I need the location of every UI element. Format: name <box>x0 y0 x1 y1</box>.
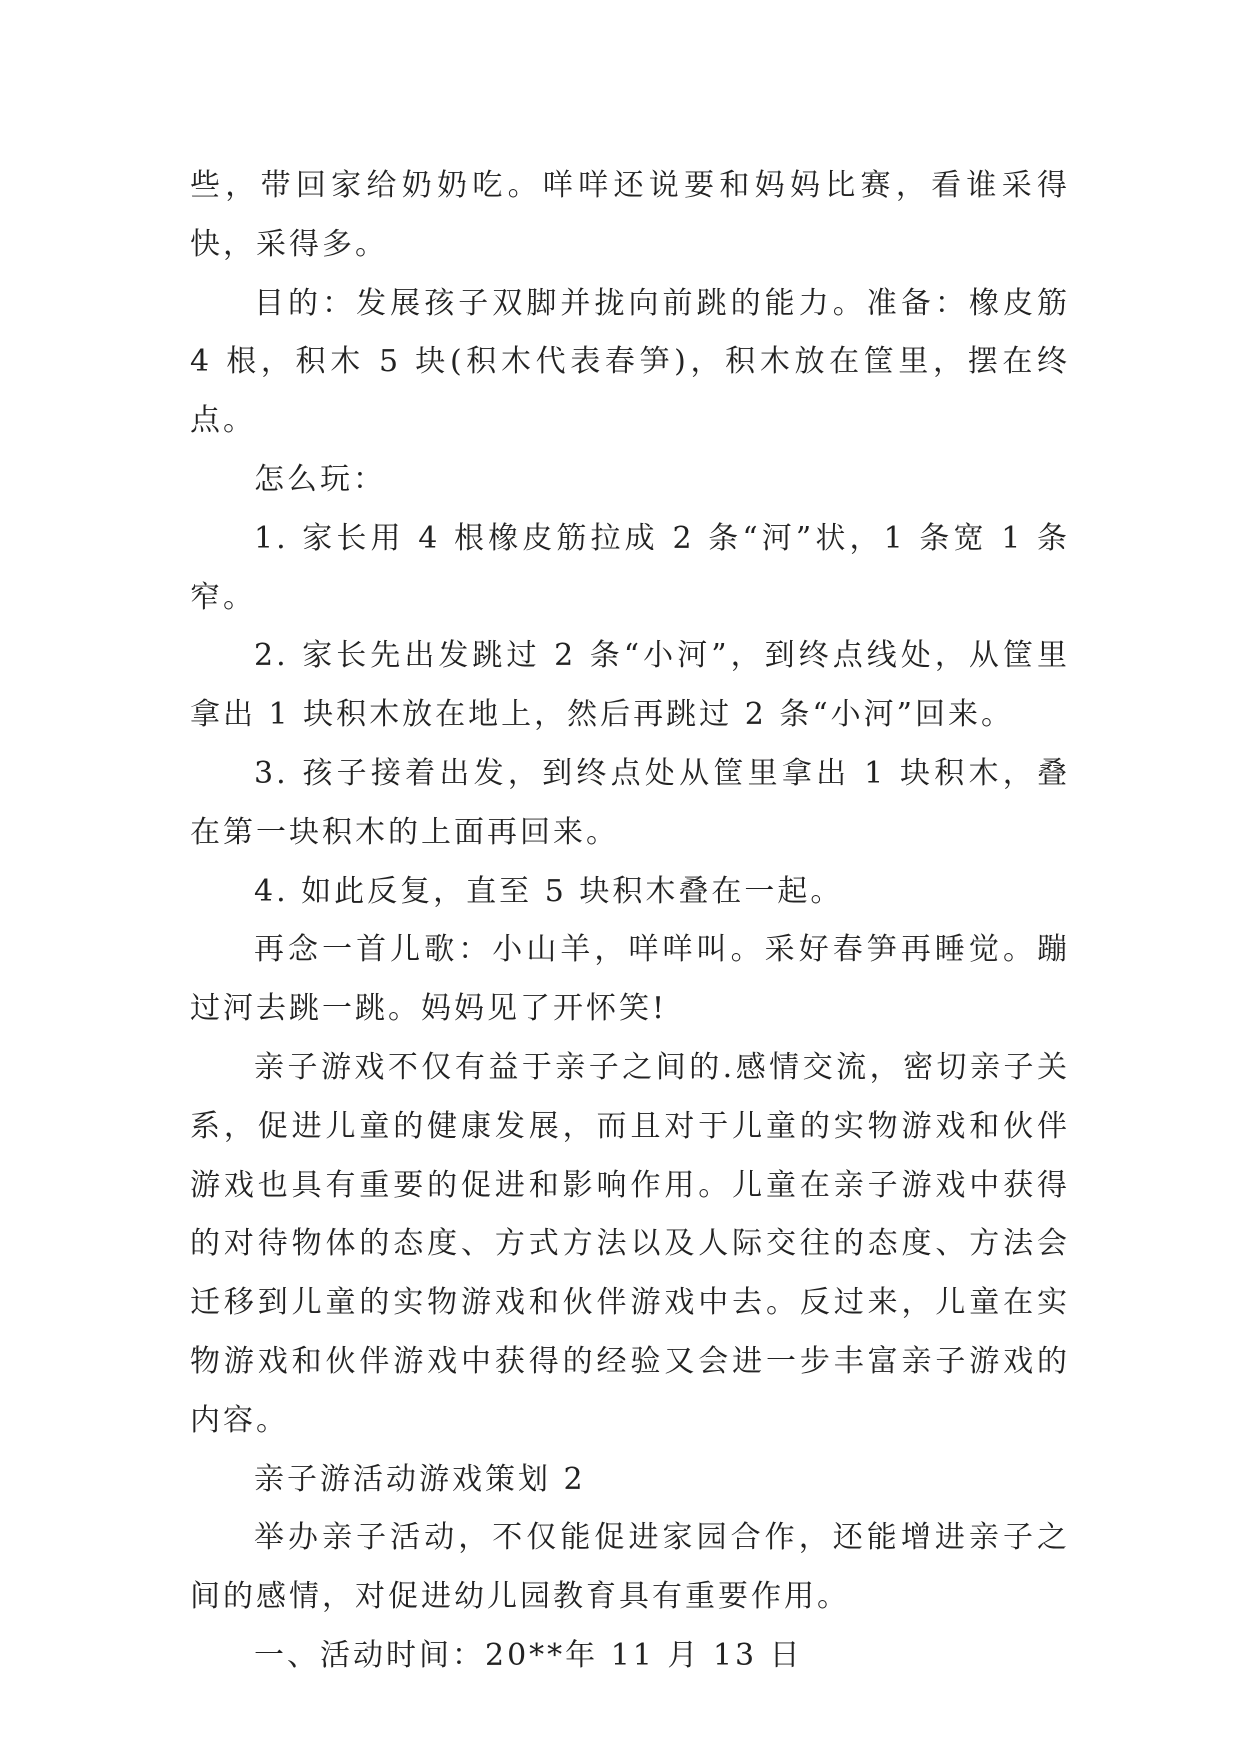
document-body <box>190 157 1070 1686</box>
step-2: 2. 家长先出发跳过 2 条“小河”，到终点线处，从筐里拿出 1 块积木放在地上，然后再跳过 2 条“小河”回来。 <box>190 638 1070 733</box>
step-4: 4. 如此反复，直至 5 块积木叠在一起。 <box>254 873 844 909</box>
step-3: 3. 孩子接着出发，到终点处从筐里拿出 1 块积木，叠在第一块积木的上面再回来。 <box>190 755 1070 850</box>
paragraph-continuation: 些，带回家给奶奶吃。咩咩还说要和妈妈比赛，看谁采得快，采得多。 <box>190 168 1070 262</box>
step-1: 1. 家长用 4 根橡皮筋拉成 2 条“河”状，1 条宽 1 条窄。 <box>190 520 1070 615</box>
paragraph-goal-preparation: 目的：发展孩子双脚并拢向前跳的能力。准备：橡皮筋 4 根，积木 5 块(积木代表春笋)，积木放在筐里，摆在终点。 <box>190 285 1070 439</box>
paragraph-benefits: 亲子游戏不仅有益于亲子之间的.感情交流，密切亲子关系，促进儿童的健康发展，而且对于儿童的实物游戏和伙伴游戏也具有重要的促进和影响作用。儿童在亲子游戏中获得的对待物体的态度、方式方法以及人际交往的态度、方法会迁移到儿童的实物游戏和伙伴游戏中去。反过来，儿童在实物游戏和伙伴游戏中获得的经验又会进一步丰富亲子游戏的内容。 <box>190 1049 1070 1438</box>
paragraph-how-to-play: 怎么玩： <box>254 461 386 497</box>
paragraph-nursery-rhyme: 再念一首儿歌：小山羊，咩咩叫。采好春笋再睡觉。蹦过河去跳一跳。妈妈见了开怀笑! <box>190 932 1070 1027</box>
paragraph-intro: 举办亲子活动，不仅能促进家园合作，还能增进亲子之间的感情，对促进幼儿园教育具有重要作用。 <box>190 1520 1070 1615</box>
section-heading: 亲子游活动游戏策划 2 <box>254 1461 586 1497</box>
activity-time: 一、活动时间：20**年 11 月 13 日 <box>254 1637 803 1673</box>
